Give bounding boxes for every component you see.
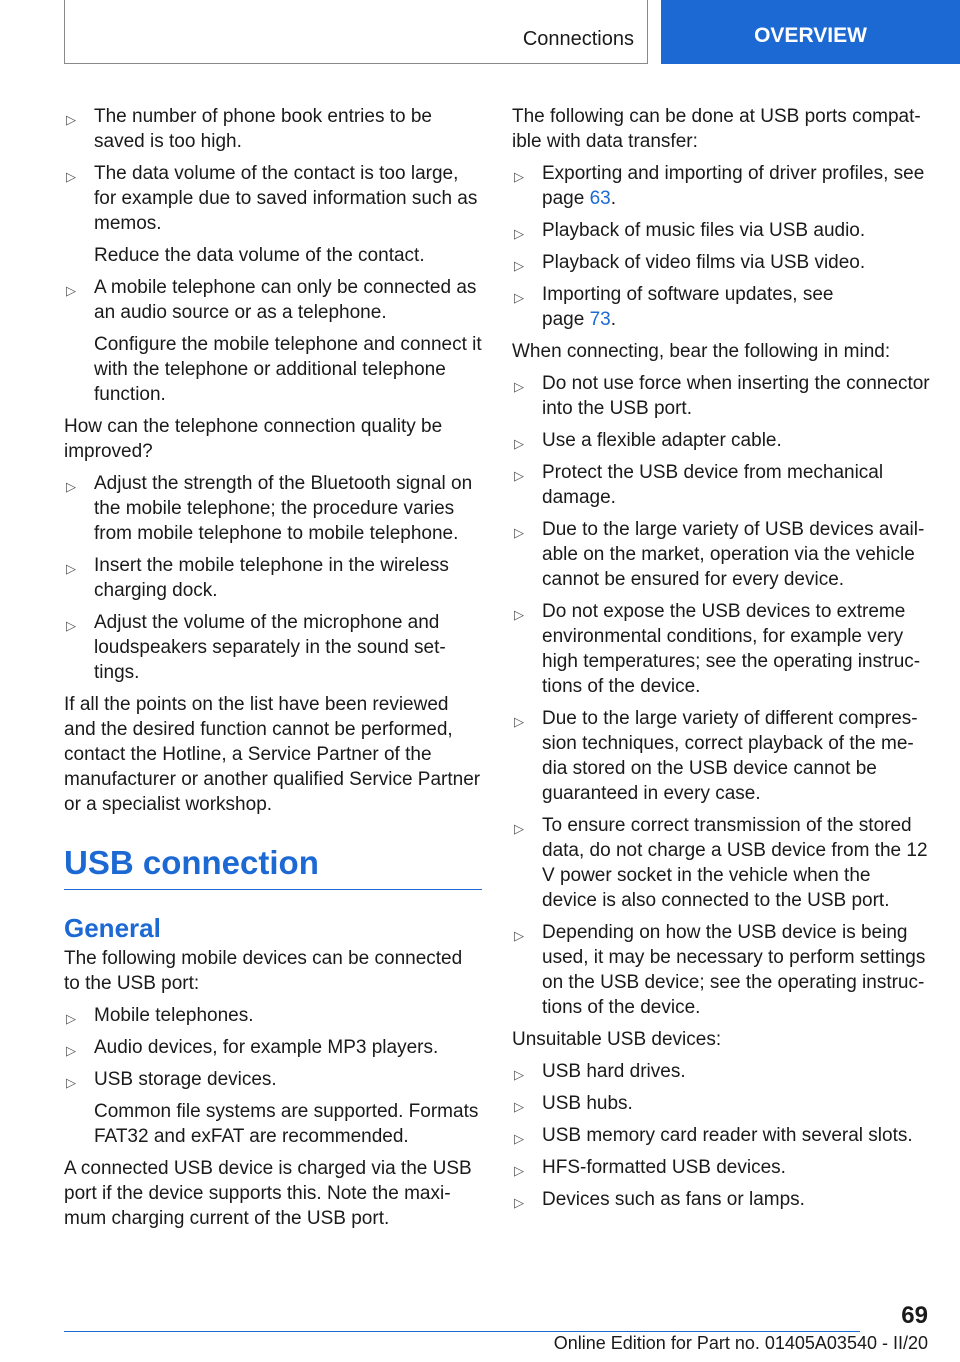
list-item: ▷ USB hard drives.: [512, 1059, 930, 1084]
list-item: ▷ To ensure correct transmission of the stored data, do not charge a USB device from the 12 V power socket in the vehicle when the device is also connected to the USB port.: [514, 815, 928, 911]
list-item: ▷ Playback of music files via USB audio.: [512, 218, 930, 243]
list-item: ▷ Depending on how the USB device is being used, it may be necessary to perform settings on the USB device; see the operating instructions of the device.: [514, 922, 926, 1018]
triangle-right-icon: ▷: [514, 226, 524, 241]
triangle-right-icon: ▷: [514, 1195, 524, 1210]
list-item: ▷ Playback of video films via USB video.: [512, 250, 930, 275]
list-item: ▷ The data volume of the contact is too large, for example due to saved information such as memos.: [66, 163, 478, 234]
triangle-right-icon: ▷: [514, 1099, 524, 1114]
heading-general: General: [64, 913, 161, 943]
heading-usb-connection: USB connection: [64, 843, 482, 890]
list-item: ▷ HFS-formatted USB devices.: [512, 1155, 930, 1180]
list-item: ▷ USB memory card reader with several slots.: [512, 1123, 930, 1148]
triangle-right-icon: ▷: [514, 1163, 524, 1178]
triangle-right-icon: ▷: [66, 1075, 76, 1090]
mind-paragraph: When connecting, bear the following in mind:: [512, 341, 891, 362]
page-link-73[interactable]: 73: [589, 309, 611, 330]
question-paragraph: How can the telephone connection quality be improved?: [64, 416, 443, 462]
list-item: ▷ Protect the USB device from mechanical damage.: [514, 462, 884, 508]
list-item-note: Reduce the data volume of the contact.: [94, 245, 425, 266]
triangle-right-icon: ▷: [66, 618, 76, 633]
unsuitable-heading: Unsuitable USB devices:: [512, 1029, 722, 1050]
list-item: ▷ Devices such as fans or lamps.: [512, 1187, 930, 1212]
list-item: ▷ Audio devices, for example MP3 players.: [64, 1035, 482, 1060]
list-item: ▷ Do not use force when inserting the connector into the USB port.: [514, 373, 930, 419]
triangle-right-icon: ▷: [66, 479, 76, 494]
list-item: ▷ USB hubs.: [512, 1091, 930, 1116]
list-item: ▷ Adjust the strength of the Bluetooth signal on the mobile telephone; the procedure varies from mobile telephone to mobile telephone.: [66, 473, 473, 544]
edition-text: Online Edition for Part no. 01405A03540 - II/20: [553, 1333, 928, 1353]
list-item-note: Common file systems are supported. Formats FAT32 and exFAT are recommended.: [94, 1101, 479, 1147]
triangle-right-icon: ▷: [66, 283, 76, 298]
list-item: ▷ Adjust the volume of the microphone and loudspeakers separately in the sound settings.: [66, 612, 446, 683]
charging-paragraph: A connected USB device is charged via the USB port if the device supports this. Note the maximum charging current of the USB port.: [64, 1158, 472, 1229]
overview-tab[interactable]: OVERVIEW: [661, 0, 960, 64]
triangle-right-icon: ▷: [514, 258, 524, 273]
right-column: [512, 104, 930, 1219]
list-item: ▷ Mobile telephones.: [64, 1003, 482, 1028]
triangle-right-icon: ▷: [514, 928, 524, 943]
list-item: ▷ Insert the mobile telephone in the wireless charging dock.: [66, 555, 449, 601]
triangle-right-icon: ▷: [514, 525, 524, 540]
triangle-right-icon: ▷: [66, 1011, 76, 1026]
triangle-right-icon: ▷: [514, 436, 524, 451]
triangle-right-icon: ▷: [514, 468, 524, 483]
section-title: Connections: [522, 28, 634, 50]
left-column: [64, 104, 482, 1238]
closing-paragraph: If all the points on the list have been reviewed and the desired function cannot be performed, contact the Hotline, a Service Partner of the manufacturer or another qualified Service Partner or a specialist workshop.: [64, 694, 481, 815]
triangle-right-icon: ▷: [514, 169, 524, 184]
triangle-right-icon: ▷: [514, 379, 524, 394]
triangle-right-icon: ▷: [514, 821, 524, 836]
triangle-right-icon: ▷: [66, 112, 76, 127]
page-link-63[interactable]: 63: [589, 188, 611, 209]
page-number: 69: [901, 1302, 928, 1329]
footer-divider: [64, 1331, 860, 1332]
list-item: ▷ Importing of software updates, see page 73.: [514, 284, 834, 330]
triangle-right-icon: ▷: [514, 1067, 524, 1082]
triangle-right-icon: ▷: [514, 1131, 524, 1146]
triangle-right-icon: ▷: [66, 169, 76, 184]
triangle-right-icon: ▷: [514, 290, 524, 305]
list-item: ▷ Do not expose the USB devices to extreme environmental conditions, for example very high temperatures; see the operating instructions of the device.: [514, 601, 921, 697]
list-item: ▷ Due to the large variety of different compression techniques, correct playback of the media stored on the USB device cannot be guaranteed in every case.: [514, 708, 918, 804]
list-item-note: Configure the mobile telephone and connect it with the telephone or additional telephone function.: [94, 334, 482, 405]
list-item: ▷ Use a flexible adapter cable.: [512, 428, 930, 453]
list-item: ▷ A mobile telephone can only be connected as an audio source or as a telephone.: [66, 277, 477, 323]
list-item: ▷ Due to the large variety of USB devices available on the market, operation via the vehicle cannot be ensured for every device.: [514, 519, 925, 590]
list-item: ▷ Exporting and importing of driver profiles, see page 63.: [514, 163, 925, 209]
list-item: ▷ The number of phone book entries to be saved is too high.: [66, 106, 433, 152]
triangle-right-icon: ▷: [514, 714, 524, 729]
list-item: ▷ USB storage devices.: [64, 1067, 482, 1092]
triangle-right-icon: ▷: [514, 607, 524, 622]
intro-paragraph: The following can be done at USB ports compatible with data transfer:: [512, 106, 921, 152]
triangle-right-icon: ▷: [66, 561, 76, 576]
intro-paragraph: The following mobile devices can be connected to the USB port:: [64, 948, 463, 994]
triangle-right-icon: ▷: [66, 1043, 76, 1058]
